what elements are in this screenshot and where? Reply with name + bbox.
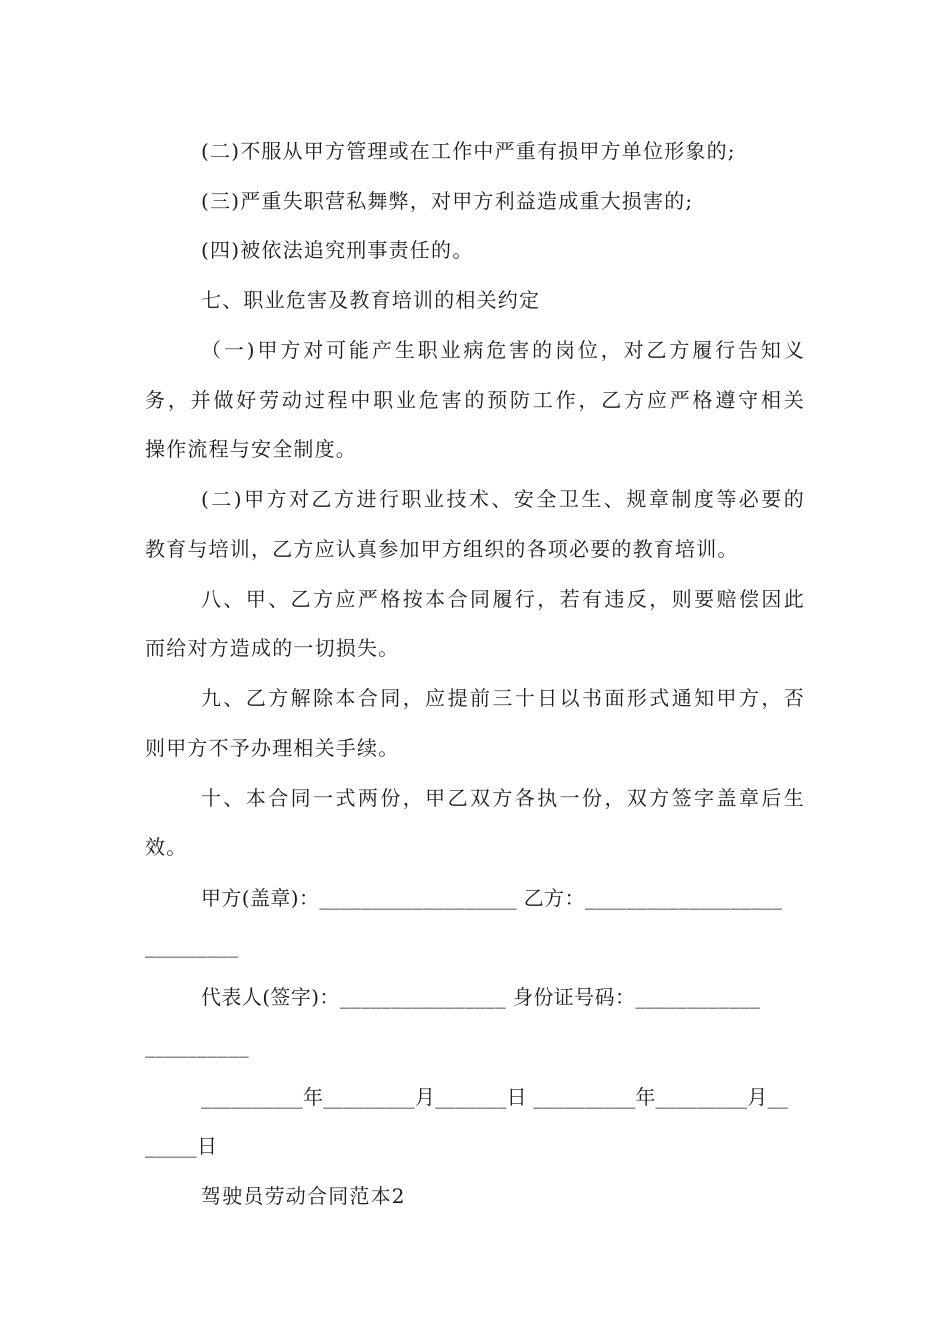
section-8-line-2: 而给对方造成的一切损失。 — [145, 636, 400, 660]
section-7-item-2-line-1: (二)甲方对乙方进行职业技术、安全卫生、规章制度等必要的 — [201, 487, 805, 511]
party-seal-line: 甲方(盖章)：___________________ 乙方：___________________ — [201, 886, 783, 910]
party-seal-line-continued: _________ — [145, 934, 239, 958]
section-9-line-1: 九、乙方解除本合同，应提前三十日以书面形式通知甲方，否 — [201, 686, 805, 710]
section-7-heading: 七、职业危害及教育培训的相关约定 — [201, 288, 541, 312]
representative-signature-line: 代表人(签字)：________________ 身份证号码：____________ — [201, 985, 761, 1009]
section-7-item-1-line-1: （一)甲方对可能产生职业病危害的岗位，对乙方履行告知义 — [201, 338, 805, 362]
clause-4-line: (四)被依法追究刑事责任的。 — [201, 238, 474, 262]
clause-3-line: (三)严重失职营私舞弊，对甲方利益造成重大损害的; — [201, 189, 694, 213]
next-contract-title: 驾驶员劳动合同范本2 — [201, 1184, 406, 1208]
date-line-continued: _____日 — [145, 1134, 218, 1158]
representative-signature-line-continued: __________ — [145, 1034, 249, 1058]
date-line: __________年_________月_______日 __________年_________月__ — [201, 1085, 788, 1109]
section-7-item-1-line-3: 操作流程与安全制度。 — [145, 437, 357, 461]
section-7-item-1-line-2: 务，并做好劳动过程中职业危害的预防工作，乙方应严格遵守相关 — [145, 388, 805, 412]
section-7-item-2-line-2: 教育与培训，乙方应认真参加甲方组织的各项必要的教育培训。 — [145, 537, 739, 561]
section-9-line-2: 则甲方不予办理相关手续。 — [145, 736, 400, 760]
section-10-line-2: 效。 — [145, 835, 188, 859]
clause-2-line: (二)不服从甲方管理或在工作中严重有损甲方单位形象的; — [201, 139, 736, 163]
section-8-line-1: 八、甲、乙方应严格按本合同履行，若有违反，则要赔偿因此 — [201, 587, 805, 611]
section-10-line-1: 十、本合同一式两份，甲乙双方各执一份，双方签字盖章后生 — [201, 786, 805, 810]
